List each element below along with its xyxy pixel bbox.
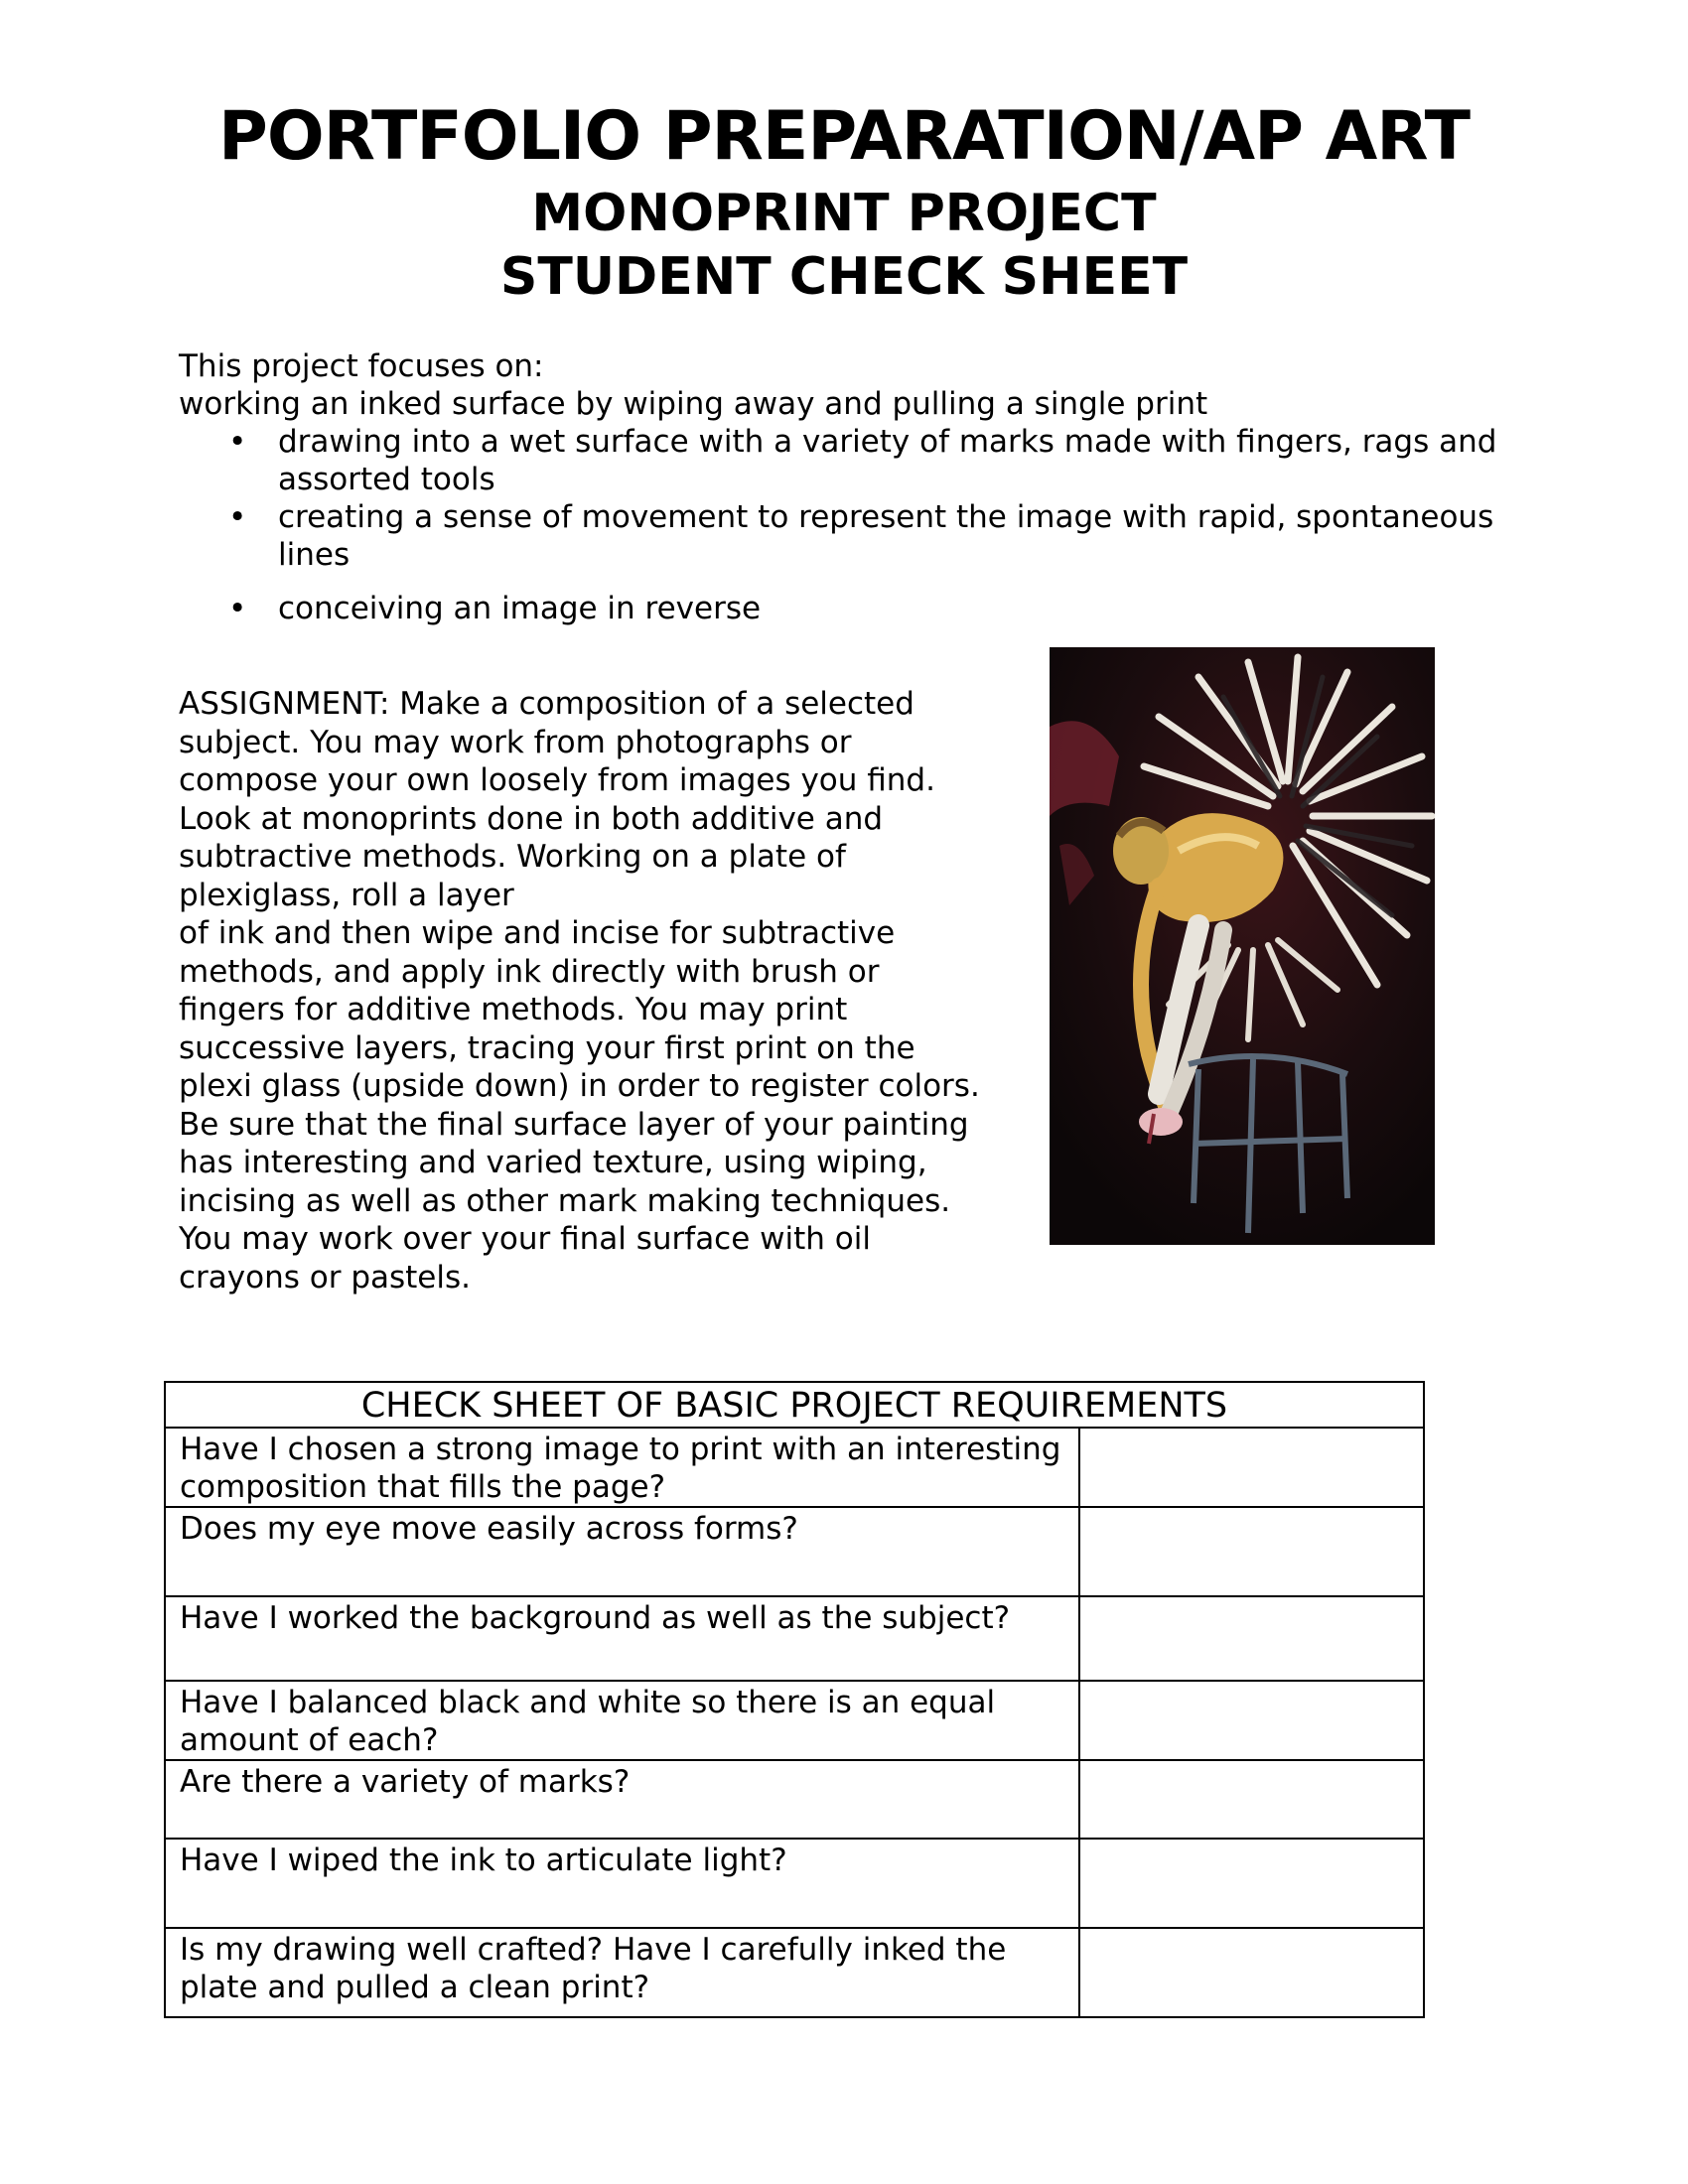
bullet-icon: • [228,591,247,626]
check-box-cell[interactable] [1079,1681,1424,1760]
table-header-row [165,1382,1424,1428]
table-row [165,1596,1424,1681]
list-item [179,498,1499,574]
focus-line: working an inked surface by wiping away and pulling a single print [179,386,1208,422]
question-cell: Is my drawing well crafted? Have I carefully inked the plate and pulled a clean print? [165,1928,1079,2017]
question-cell: Have I wiped the ink to articulate light? [165,1839,1079,1928]
check-sheet-table [164,1381,1425,2018]
table-row [165,1760,1424,1839]
check-sheet-header: CHECK SHEET OF BASIC PROJECT REQUIREMENTS [165,1382,1424,1428]
check-box-cell[interactable] [1079,1428,1424,1507]
table-row [165,1681,1424,1760]
focus-section [179,347,1499,627]
bullet-icon: • [228,499,247,535]
check-sheet-subtitle: STUDENT CHECK SHEET [499,247,1189,307]
monoprint-ballerina-image [1050,647,1435,1245]
table-row [165,1507,1424,1596]
list-item [179,423,1499,498]
assignment-text: ASSIGNMENT: Make a composition of a selected subject. You may work from photographs or compose your own loosely from images you find. Look at monoprints done in both additive and subtractive methods. Working on a plate of plexiglass, roll a layer of ink and then wipe and incise for subtractive methods, and apply ink directly with brush or fingers for additive methods. You may print successive layers, tracing your first print on the plexi glass (upside down) in order to register colors. Be sure that the final surface layer of your painting has interesting and varied texture, using wiping, incising as well as other mark making techniques. You may work over your final surface with oil crayons or pastels. [179,686,980,1296]
table-row [165,1839,1424,1928]
page-title: PORTFOLIO PREPARATION/AP ART [218,97,1470,176]
bullet-text: conceiving an image in reverse [278,591,762,626]
ballerina-artwork-svg [1050,647,1435,1245]
table-row [165,1928,1424,2017]
ballet-slipper-shape [1139,1108,1183,1136]
question-cell: Have I chosen a strong image to print with an interesting composition that fills the page? [165,1428,1079,1507]
question-cell: Does my eye move easily across forms? [165,1507,1079,1596]
project-subtitle: MONOPRINT PROJECT [531,184,1157,243]
bullet-text: drawing into a wet surface with a variety of marks made with fingers, rags and assorted tools [278,424,1497,497]
list-item [179,590,1499,627]
focus-bullet-list [179,423,1499,627]
question-cell: Have I balanced black and white so there is an equal amount of each? [165,1681,1079,1760]
check-box-cell[interactable] [1079,1596,1424,1681]
check-box-cell[interactable] [1079,1507,1424,1596]
focus-intro: This project focuses on: [179,348,544,384]
check-box-cell[interactable] [1079,1760,1424,1839]
check-box-cell[interactable] [1079,1839,1424,1928]
check-box-cell[interactable] [1079,1928,1424,2017]
table-row [165,1428,1424,1507]
bullet-icon: • [228,424,247,460]
question-cell: Have I worked the background as well as the subject? [165,1596,1079,1681]
question-cell: Are there a variety of marks? [165,1760,1079,1839]
bullet-text: creating a sense of movement to represent the image with rapid, spontaneous lines [278,499,1494,573]
